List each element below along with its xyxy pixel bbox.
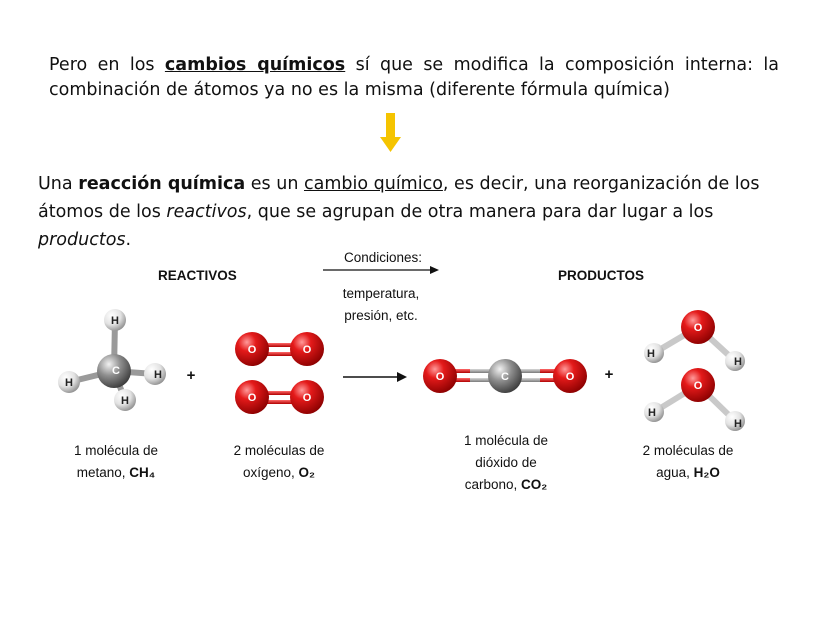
hydrogen-atom <box>725 351 745 371</box>
oxygen-caption <box>219 440 339 484</box>
water-molecule <box>644 310 745 371</box>
conditions-title: Condiciones: <box>343 250 423 265</box>
definition-text: Una <box>38 174 79 194</box>
svg-text:H: H <box>111 315 119 327</box>
water-molecule <box>644 368 745 431</box>
caption-line: 1 molécula de <box>73 443 159 458</box>
hydrogen-atom <box>104 309 126 331</box>
svg-text:O: O <box>693 322 703 334</box>
co2-formula: CO₂ <box>521 477 548 492</box>
chemical-reaction-term: reacción química <box>78 174 246 194</box>
oxygen-atom <box>290 380 324 414</box>
conditions-arrow-icon <box>323 266 439 274</box>
caption-line <box>446 474 566 496</box>
caption-line: dióxido de <box>475 455 537 470</box>
caption-text: carbono, <box>464 477 522 492</box>
svg-text:H: H <box>65 377 73 389</box>
reactants-header: REACTIVOS <box>158 268 237 283</box>
hydrogen-atom <box>114 389 136 411</box>
caption-line <box>56 462 176 484</box>
methane-caption <box>56 440 176 484</box>
water-caption <box>628 440 748 484</box>
methane-formula: CH₄ <box>129 465 156 480</box>
plus-sign: + <box>604 366 614 383</box>
definition-text: , es decir, una reorganización de los átomos de los <box>38 174 760 222</box>
hydrogen-atom <box>644 343 664 363</box>
definition-text: , que se agrupan de otra manera para dar lugar a los <box>246 202 714 222</box>
oxygen-atom <box>423 359 457 393</box>
svg-text:H: H <box>121 395 129 407</box>
oxygen-atom <box>235 380 269 414</box>
caption-line: 1 molécula de <box>463 433 549 448</box>
reactants-term: reactivos <box>166 202 247 222</box>
co2-molecule <box>423 359 587 393</box>
definition-paragraph <box>38 170 798 254</box>
products-term: productos <box>38 230 126 250</box>
svg-text:O: O <box>302 392 312 404</box>
svg-text:O: O <box>247 344 257 356</box>
caption-line <box>219 462 339 484</box>
conditions-pressure: presión, etc. <box>344 308 418 323</box>
hydrogen-atom <box>144 363 166 385</box>
oxygen-atom <box>553 359 587 393</box>
svg-text:H: H <box>154 369 162 381</box>
oxygen-molecule <box>235 380 324 414</box>
oxygen-molecule <box>235 332 324 366</box>
oxygen-atom <box>681 368 715 402</box>
plus-sign: + <box>186 367 196 384</box>
co2-caption <box>446 430 566 496</box>
oxygen-atom <box>681 310 715 344</box>
caption-text: agua, <box>656 465 694 480</box>
oxygen-atom <box>290 332 324 366</box>
carbon-atom <box>488 359 522 393</box>
definition-text: . <box>125 230 132 250</box>
hydrogen-atom <box>725 411 745 431</box>
caption-line: 2 moléculas de <box>233 443 325 458</box>
hydrogen-atom <box>58 371 80 393</box>
chemical-change-term: cambio químico <box>303 174 443 194</box>
svg-text:O: O <box>435 371 445 383</box>
products-header: PRODUCTOS <box>558 268 645 283</box>
svg-text:H: H <box>648 407 656 419</box>
oxygen-atom <box>235 332 269 366</box>
oxygen-formula: O₂ <box>298 465 316 480</box>
svg-text:O: O <box>565 371 575 383</box>
caption-line <box>628 462 748 484</box>
hydrogen-atom <box>644 402 664 422</box>
svg-text:C: C <box>112 365 120 377</box>
methane-molecule <box>58 309 166 411</box>
reaction-arrow-icon <box>343 372 407 382</box>
svg-text:O: O <box>302 344 312 356</box>
intro-text-1: Pero en los <box>49 55 165 75</box>
svg-text:O: O <box>247 392 257 404</box>
definition-text: es un <box>245 174 304 194</box>
caption-text: metano, <box>76 465 130 480</box>
water-formula: H₂O <box>693 465 720 480</box>
down-arrow-icon <box>380 113 401 152</box>
svg-text:H: H <box>647 348 655 360</box>
chemical-changes-term: cambios químicos <box>164 55 346 75</box>
svg-text:H: H <box>734 418 742 430</box>
carbon-atom <box>97 354 131 388</box>
svg-text:O: O <box>693 380 703 392</box>
svg-text:H: H <box>734 356 742 368</box>
intro-text-2: sí que se modifica la composición interna: la combinación de átomos ya no es la misma (diferente fórmula química) <box>49 55 779 100</box>
caption-text: oxígeno, <box>242 465 299 480</box>
svg-text:C: C <box>501 371 509 383</box>
caption-line: 2 moléculas de <box>642 443 734 458</box>
conditions-temperature: temperatura, <box>342 286 420 301</box>
